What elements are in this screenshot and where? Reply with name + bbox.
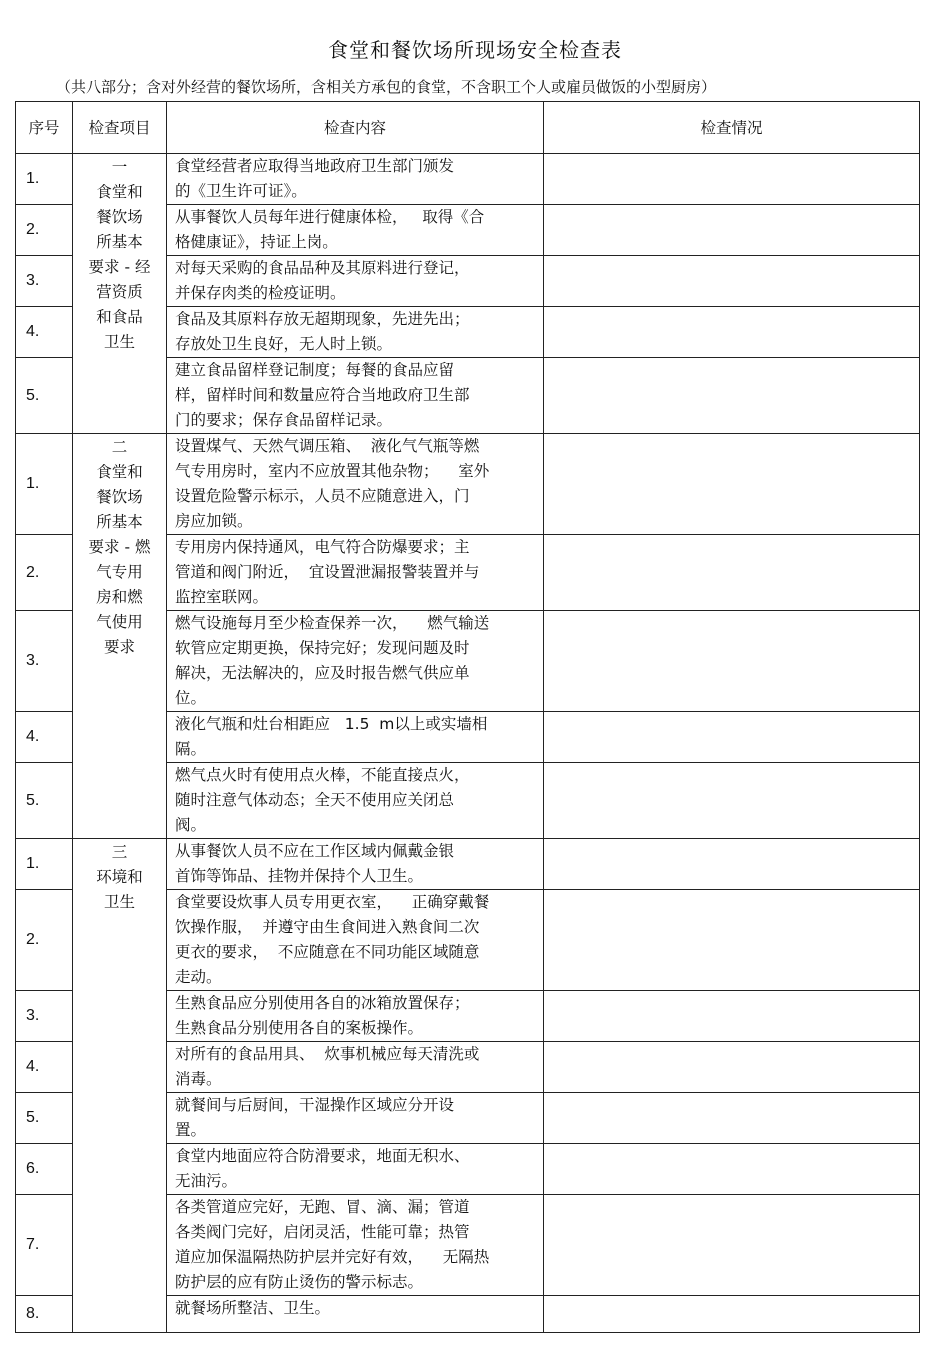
content-line: 首饰等饰品、挂物并保持个人卫生。 xyxy=(175,867,424,885)
content-line: 无油污。 xyxy=(175,1172,238,1190)
content-line: 阀。 xyxy=(175,816,207,834)
content-line: 道应加保温隔热防护层并完好有效， 无隔热 xyxy=(175,1248,490,1266)
content-line: 气专用房时，室内不应放置其他杂物； 室外 xyxy=(175,462,490,480)
category-line: 和食品 xyxy=(96,308,143,326)
row-number: 3. xyxy=(16,991,73,1042)
table-row xyxy=(16,154,920,205)
page-title: 食堂和餐饮场所现场安全检查表 xyxy=(328,38,622,62)
section-category xyxy=(73,154,167,434)
row-number: 3. xyxy=(16,611,73,712)
category-line: 所基本 xyxy=(96,513,143,531)
check-situation-cell[interactable] xyxy=(544,535,920,611)
content-line: 食堂经营者应取得当地政府卫生部门颁发 xyxy=(175,157,455,175)
row-number: 7. xyxy=(16,1195,73,1296)
content-line: 各类阀门完好，启闭灵活，性能可靠；热管 xyxy=(175,1223,470,1241)
row-number: 5. xyxy=(16,763,73,839)
check-situation-cell[interactable] xyxy=(544,991,920,1042)
content-line: 隔。 xyxy=(175,740,207,758)
category-line: 要求 xyxy=(103,638,135,656)
content-line: 就餐场所整洁、卫生。 xyxy=(175,1299,331,1317)
check-situation-cell[interactable] xyxy=(544,890,920,991)
content-line: 生熟食品应分别使用各自的冰箱放置保存； xyxy=(175,994,470,1012)
check-content xyxy=(167,839,544,890)
check-content xyxy=(167,154,544,205)
check-content xyxy=(167,611,544,712)
content-line: 设置煤气、天然气调压箱、 液化气气瓶等燃 xyxy=(175,437,480,455)
category-line: 卫生 xyxy=(103,333,135,351)
category-line: 二 xyxy=(111,438,128,456)
content-line: 房应加锁。 xyxy=(175,512,253,530)
category-line: 要求 - 燃 xyxy=(88,538,151,556)
category-line: 房和燃 xyxy=(96,588,143,606)
check-situation-cell[interactable] xyxy=(544,307,920,358)
category-line: 餐饮场 xyxy=(96,208,143,226)
content-line: 更衣的要求， 不应随意在不同功能区域随意 xyxy=(175,943,480,961)
content-line: 防护层的应有防止烫伤的警示标志。 xyxy=(175,1273,424,1291)
row-number: 4. xyxy=(16,307,73,358)
row-number: 6. xyxy=(16,1144,73,1195)
content-line: 燃气点火时有使用点火棒，不能直接点火， xyxy=(175,766,470,784)
content-line: 解决，无法解决的，应及时报告燃气供应单 xyxy=(175,664,470,682)
content-line: 食堂内地面应符合防滑要求，地面无积水、 xyxy=(175,1147,470,1165)
check-situation-cell[interactable] xyxy=(544,611,920,712)
row-number: 4. xyxy=(16,712,73,763)
page-subtitle: （共八部分；含对外经营的餐饮场所，含相关方承包的食堂，不含职工个人或雇员做饭的小型厨房） xyxy=(56,78,717,96)
check-situation-cell[interactable] xyxy=(544,1093,920,1144)
content-line: 饮操作服， 并遵守由生食间进入熟食间二次 xyxy=(175,918,480,936)
row-number: 2. xyxy=(16,535,73,611)
content-line: 从事餐饮人员不应在工作区域内佩戴金银 xyxy=(175,842,455,860)
category-line: 环境和 xyxy=(96,868,143,886)
content-line: 监控室联网。 xyxy=(175,588,269,606)
check-situation-cell[interactable] xyxy=(544,256,920,307)
content-line: 对所有的食品用具、 炊事机械应每天清洗或 xyxy=(175,1045,480,1063)
inspection-table xyxy=(15,101,920,1333)
check-situation-cell[interactable] xyxy=(544,434,920,535)
header-item-label: 检查项目 xyxy=(88,118,151,137)
content-line: 位。 xyxy=(175,689,207,707)
check-content xyxy=(167,434,544,535)
header-item xyxy=(73,102,167,154)
check-content xyxy=(167,1042,544,1093)
category-line: 气使用 xyxy=(96,613,143,631)
check-content xyxy=(167,358,544,434)
check-situation-cell[interactable] xyxy=(544,154,920,205)
category-line: 餐饮场 xyxy=(96,488,143,506)
content-line: 生熟食品分别使用各自的案板操作。 xyxy=(175,1019,424,1037)
header-no: 序号 xyxy=(16,102,73,154)
category-line: 营资质 xyxy=(96,283,143,301)
header-content: 检查内容 xyxy=(167,102,544,154)
content-line: 建立食品留样登记制度；每餐的食品应留 xyxy=(175,361,455,379)
content-line: 设置危险警示标示，人员不应随意进入，门 xyxy=(175,487,470,505)
content-line: 消毒。 xyxy=(175,1070,222,1088)
row-number: 5. xyxy=(16,1093,73,1144)
content-line: 对每天采购的食品品种及其原料进行登记， xyxy=(175,259,470,277)
check-situation-cell[interactable] xyxy=(544,712,920,763)
row-number: 5. xyxy=(16,358,73,434)
check-situation-cell[interactable] xyxy=(544,1296,920,1333)
check-content xyxy=(167,1296,544,1333)
check-situation-cell[interactable] xyxy=(544,358,920,434)
category-line: 要求 - 经 xyxy=(88,258,151,276)
content-line: 随时注意气体动态；全天不使用应关闭总 xyxy=(175,791,455,809)
check-content xyxy=(167,712,544,763)
row-number: 1. xyxy=(16,839,73,890)
content-line: 就餐间与后厨间，干湿操作区域应分开设 xyxy=(175,1096,455,1114)
category-line: 三 xyxy=(111,843,128,861)
content-line: 置。 xyxy=(175,1121,207,1139)
content-line: 各类管道应完好，无跑、冒、滴、漏；管道 xyxy=(175,1198,470,1216)
content-line: 专用房内保持通风，电气符合防爆要求；主 xyxy=(175,538,470,556)
content-line: 液化气瓶和灶台相距应 1.5 m以上或实墙相 xyxy=(175,715,488,733)
content-line: 食品及其原料存放无超期现象，先进先出； xyxy=(175,310,470,328)
check-situation-cell[interactable] xyxy=(544,1195,920,1296)
content-line: 存放处卫生良好，无人时上锁。 xyxy=(175,335,393,353)
section-category xyxy=(73,839,167,1333)
check-content xyxy=(167,1195,544,1296)
content-line: 软管应定期更换，保持完好；发现问题及时 xyxy=(175,639,470,657)
check-content xyxy=(167,535,544,611)
check-situation-cell[interactable] xyxy=(544,763,920,839)
content-line: 门的要求；保存食品留样记录。 xyxy=(175,411,393,429)
content-line: 管道和阀门附近， 宜设置泄漏报警装置并与 xyxy=(175,563,480,581)
content-line: 食堂要设炊事人员专用更衣室， 正确穿戴餐 xyxy=(175,893,490,911)
header-situation: 检查情况 xyxy=(544,102,920,154)
category-line: 气专用 xyxy=(96,563,143,581)
category-line: 食堂和 xyxy=(96,183,143,201)
check-situation-cell[interactable] xyxy=(544,205,920,256)
check-content xyxy=(167,1144,544,1195)
content-line: 格健康证》，持证上岗。 xyxy=(175,233,338,251)
row-number: 1. xyxy=(16,434,73,535)
content-line: 并保存肉类的检疫证明。 xyxy=(175,284,346,302)
table-row xyxy=(16,839,920,890)
category-line: 卫生 xyxy=(103,893,135,911)
row-number: 4. xyxy=(16,1042,73,1093)
row-number: 2. xyxy=(16,205,73,256)
check-content xyxy=(167,991,544,1042)
check-content xyxy=(167,205,544,256)
table-header-row xyxy=(16,102,920,154)
check-content xyxy=(167,307,544,358)
content-line: 燃气设施每月至少检查保养一次， 燃气输送 xyxy=(175,614,490,632)
row-number: 2. xyxy=(16,890,73,991)
check-situation-cell[interactable] xyxy=(544,1144,920,1195)
check-content xyxy=(167,1093,544,1144)
category-line: 食堂和 xyxy=(96,463,143,481)
check-content xyxy=(167,763,544,839)
category-line: 所基本 xyxy=(96,233,143,251)
table-body xyxy=(16,154,920,1333)
content-line: 走动。 xyxy=(175,968,222,986)
content-line: 样，留样时间和数量应符合当地政府卫生部 xyxy=(175,386,470,404)
content-line: 的《卫生许可证》。 xyxy=(175,182,307,200)
row-number: 8. xyxy=(16,1296,73,1333)
row-number: 1. xyxy=(16,154,73,205)
category-line: 一 xyxy=(111,158,128,176)
row-number: 3. xyxy=(16,256,73,307)
check-content xyxy=(167,256,544,307)
check-situation-cell[interactable] xyxy=(544,839,920,890)
check-situation-cell[interactable] xyxy=(544,1042,920,1093)
content-line: 从事餐饮人员每年进行健康体检， 取得《合 xyxy=(175,208,485,226)
check-content xyxy=(167,890,544,991)
section-category xyxy=(73,434,167,839)
table-row xyxy=(16,434,920,535)
